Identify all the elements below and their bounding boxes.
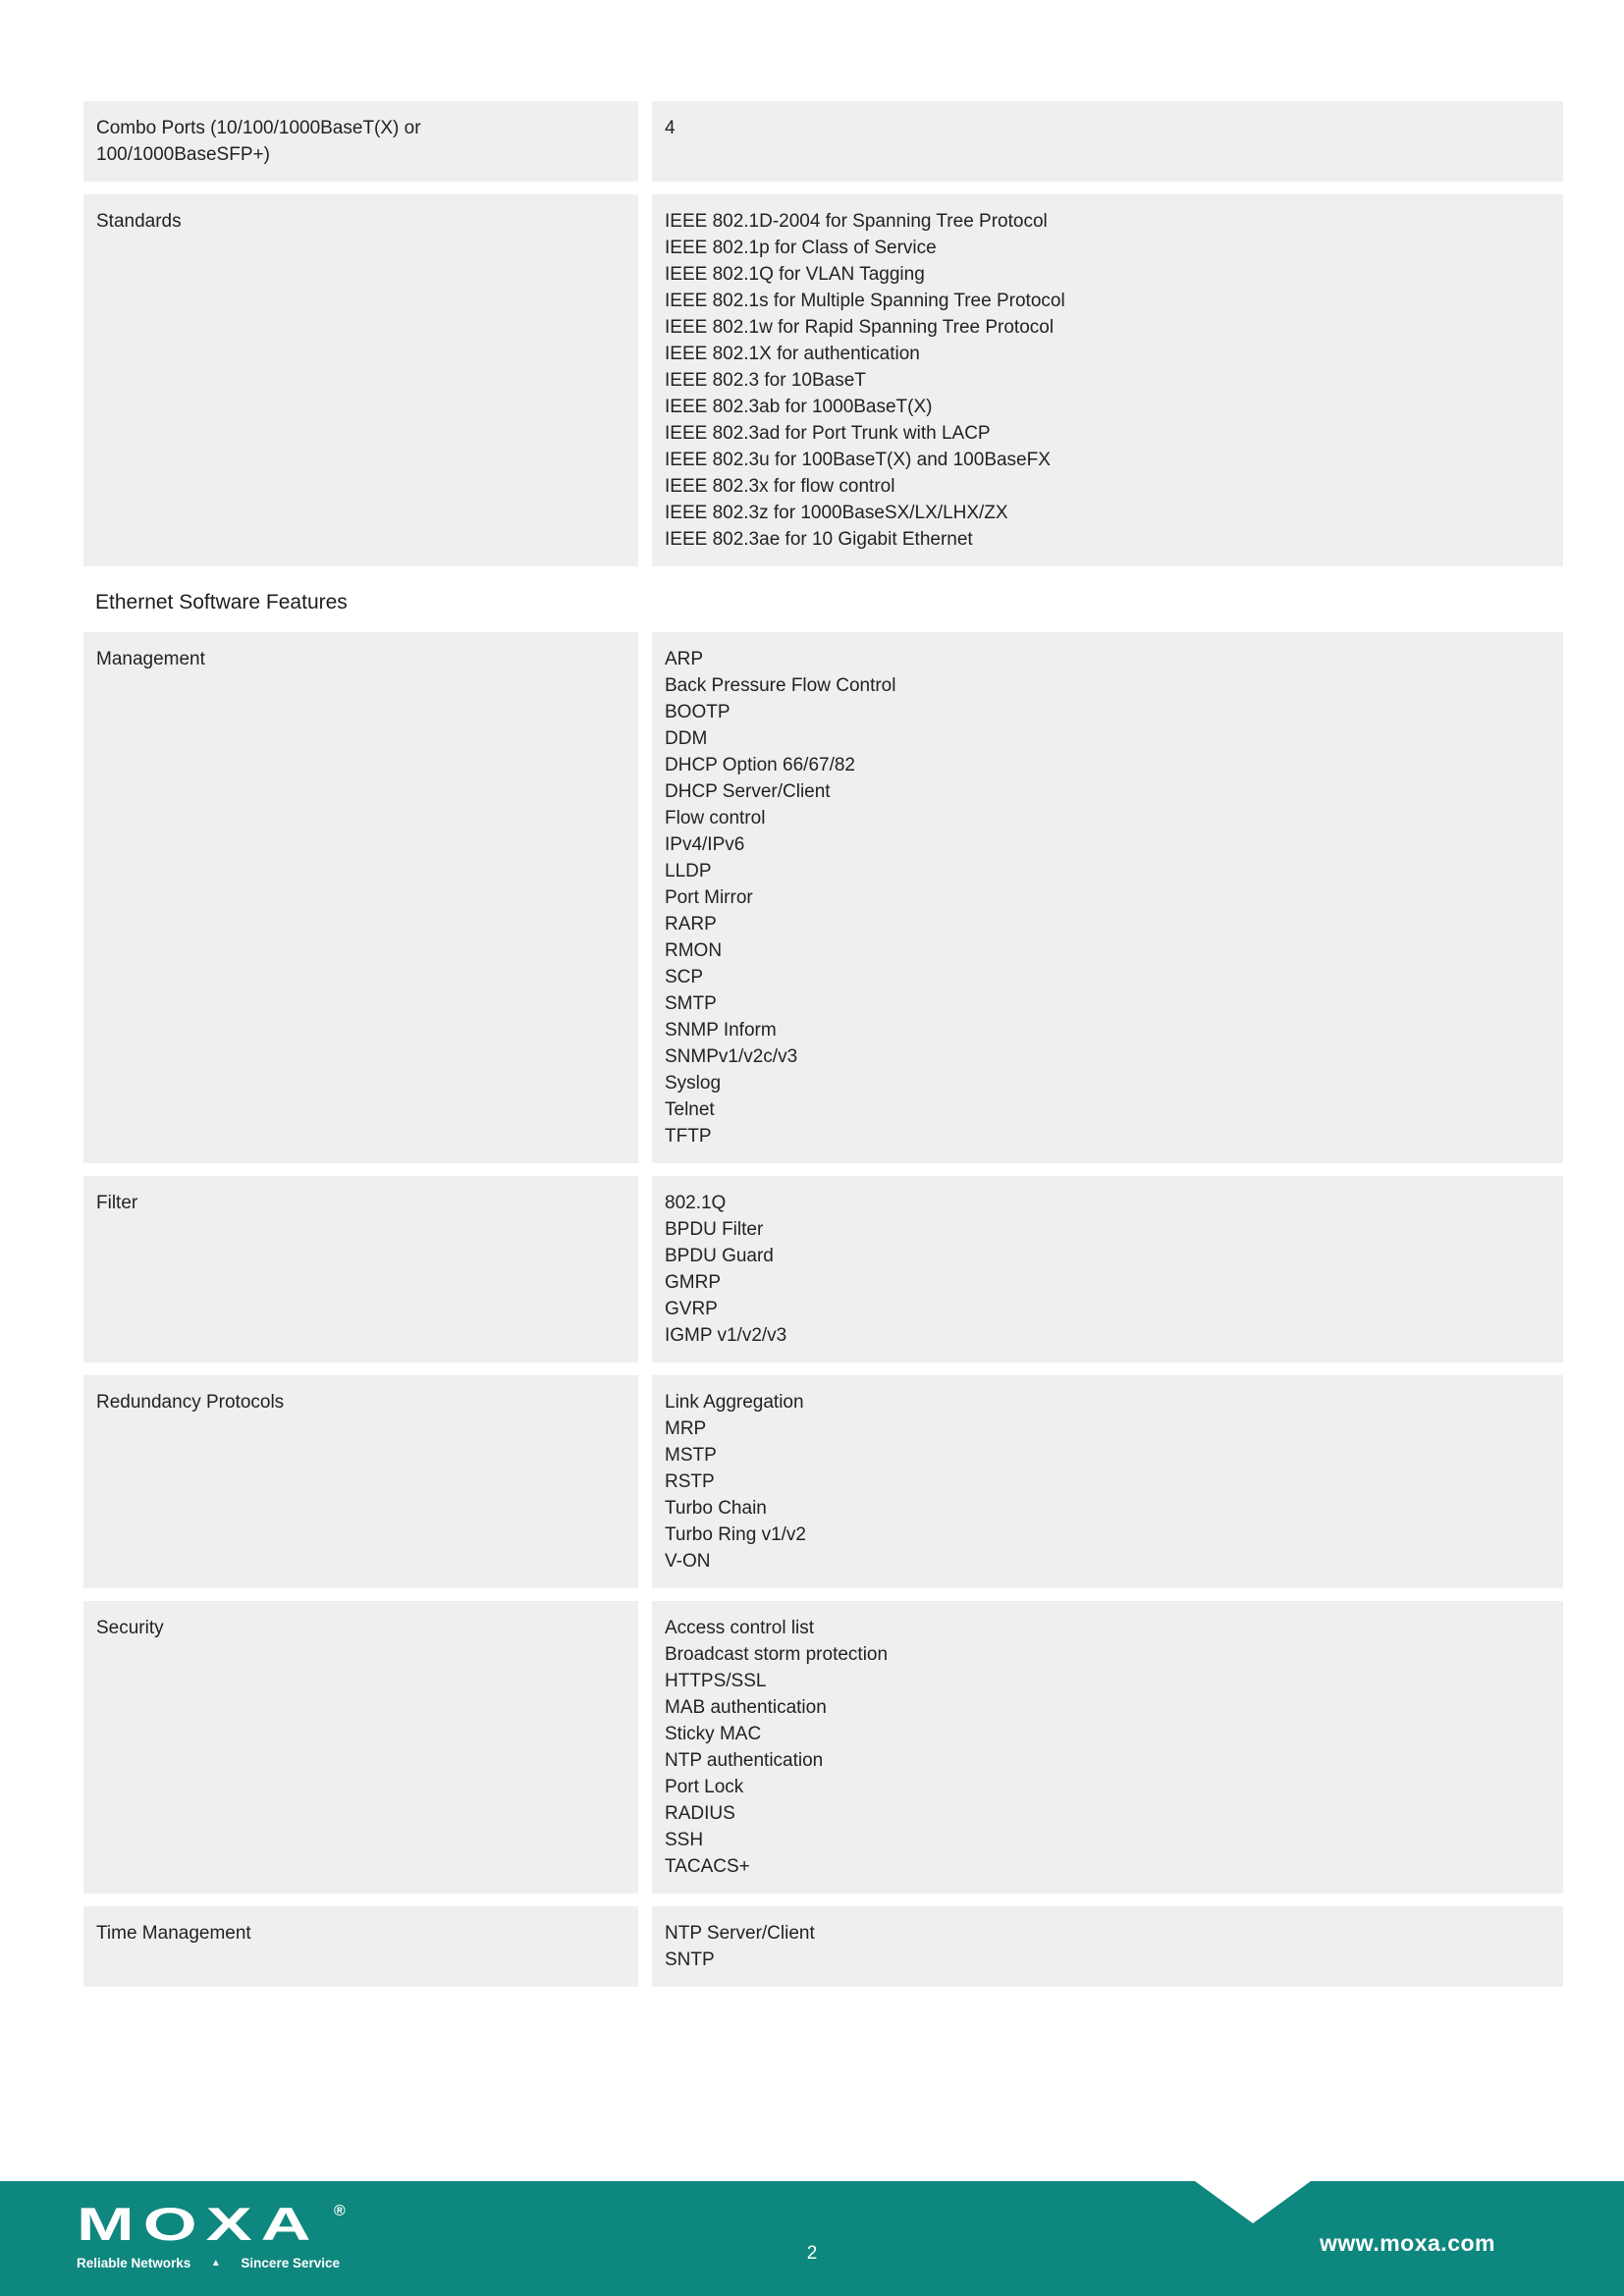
value-line: DHCP Server/Client bbox=[665, 781, 831, 802]
footer-bar bbox=[0, 2181, 1624, 2296]
spec-table-top bbox=[83, 101, 1563, 566]
value-line: Turbo Chain bbox=[665, 1498, 767, 1519]
value-line: LLDP bbox=[665, 861, 712, 881]
value-line: Back Pressure Flow Control bbox=[665, 675, 896, 696]
footer-notch-triangle bbox=[1195, 2181, 1311, 2223]
value-line: DHCP Option 66/67/82 bbox=[665, 755, 855, 775]
value-line: IEEE 802.1s for Multiple Spanning Tree Protocol bbox=[665, 291, 1065, 311]
section-title-ethernet-software-features: Ethernet Software Features bbox=[95, 591, 348, 614]
spec-content bbox=[83, 101, 1563, 1987]
value-line: NTP authentication bbox=[665, 1750, 824, 1771]
value-line: SMTP bbox=[665, 993, 717, 1014]
value-line: BPDU Guard bbox=[665, 1246, 774, 1266]
value-line: TFTP bbox=[665, 1126, 712, 1147]
value-line: IEEE 802.3x for flow control bbox=[665, 476, 895, 497]
value-line: IEEE 802.3ab for 1000BaseT(X) bbox=[665, 397, 933, 417]
value-line: DDM bbox=[665, 728, 708, 749]
spec-row-values-standards bbox=[652, 194, 1563, 566]
value-line: IEEE 802.1w for Rapid Spanning Tree Protocol bbox=[665, 317, 1055, 338]
spec-row-label-standards bbox=[83, 194, 638, 566]
value-line: Port Lock bbox=[665, 1777, 744, 1797]
value-line: V-ON bbox=[665, 1551, 711, 1572]
spec-row-values-security bbox=[652, 1601, 1563, 1894]
value-line: MAB authentication bbox=[665, 1697, 827, 1718]
spec-row-values-time-management bbox=[652, 1906, 1563, 1987]
value-line: Sticky MAC bbox=[665, 1724, 762, 1744]
tagline-right-text: Sincere Service bbox=[241, 2256, 340, 2270]
value-line: Port Mirror bbox=[665, 887, 753, 908]
value-line: RADIUS bbox=[665, 1803, 735, 1824]
value-line: 802.1Q bbox=[665, 1193, 727, 1213]
spec-label-text: Time Management bbox=[96, 1923, 251, 1944]
value-line: Syslog bbox=[665, 1073, 722, 1094]
tagline-left-text: Reliable Networks bbox=[77, 2256, 191, 2270]
value-line: IEEE 802.1p for Class of Service bbox=[665, 238, 937, 258]
value-line: IPv4/IPv6 bbox=[665, 834, 745, 855]
value-line: Access control list bbox=[665, 1618, 815, 1638]
value-line: 4 bbox=[665, 118, 676, 138]
spec-label-text: Management bbox=[96, 649, 205, 669]
value-line: IEEE 802.3ad for Port Trunk with LACP bbox=[665, 423, 991, 444]
value-line: Flow control bbox=[665, 808, 766, 828]
spec-row-label-redundancy-protocols bbox=[83, 1375, 638, 1588]
value-line: Broadcast storm protection bbox=[665, 1644, 889, 1665]
spec-row-label-filter bbox=[83, 1176, 638, 1362]
value-line: SNMP Inform bbox=[665, 1020, 777, 1041]
spec-label-text: Filter bbox=[96, 1193, 138, 1213]
spec-row-values-filter bbox=[652, 1176, 1563, 1362]
website-link[interactable]: www.moxa.com bbox=[1320, 2230, 1495, 2256]
value-line: RARP bbox=[665, 914, 717, 934]
value-line: IEEE 802.1Q for VLAN Tagging bbox=[665, 264, 925, 285]
spec-label-text: Standards bbox=[96, 211, 182, 232]
value-line: Telnet bbox=[665, 1099, 715, 1120]
value-line: IGMP v1/v2/v3 bbox=[665, 1325, 787, 1346]
value-line: SCP bbox=[665, 967, 704, 988]
value-line: BOOTP bbox=[665, 702, 731, 722]
value-line: IEEE 802.3ae for 10 Gigabit Ethernet bbox=[665, 529, 973, 550]
value-line: GVRP bbox=[665, 1299, 718, 1319]
spec-row-values-management bbox=[652, 632, 1563, 1163]
value-line: SNTP bbox=[665, 1949, 715, 1970]
value-line: TACACS+ bbox=[665, 1856, 750, 1877]
value-line: Link Aggregation bbox=[665, 1392, 804, 1413]
spec-row-label-combo-ports bbox=[83, 101, 638, 182]
tagline-mound-icon: ▲ bbox=[210, 2257, 221, 2269]
spec-row-label-security bbox=[83, 1601, 638, 1894]
spec-table-software-features bbox=[83, 632, 1563, 1987]
value-line: IEEE 802.3z for 1000BaseSX/LX/LHX/ZX bbox=[665, 503, 1008, 523]
moxa-logo-wordmark: MOXA bbox=[77, 2198, 320, 2250]
spec-label-text: Redundancy Protocols bbox=[96, 1392, 285, 1413]
value-line: RSTP bbox=[665, 1471, 715, 1492]
value-line: BPDU Filter bbox=[665, 1219, 764, 1240]
value-line: GMRP bbox=[665, 1272, 721, 1293]
value-line: NTP Server/Client bbox=[665, 1923, 815, 1944]
value-line: IEEE 802.1D-2004 for Spanning Tree Protocol bbox=[665, 211, 1048, 232]
spec-row-label-time-management bbox=[83, 1906, 638, 1987]
spec-row-values-redundancy-protocols bbox=[652, 1375, 1563, 1588]
spec-row-values-combo-ports bbox=[652, 101, 1563, 182]
spec-label-text: Security bbox=[96, 1618, 164, 1638]
value-line: MSTP bbox=[665, 1445, 717, 1466]
spec-label-text: Combo Ports (10/100/1000BaseT(X) or 100/1000BaseSFP+) bbox=[96, 118, 421, 165]
value-line: SSH bbox=[665, 1830, 704, 1850]
value-line: RMON bbox=[665, 940, 723, 961]
value-line: IEEE 802.3 for 10BaseT bbox=[665, 370, 866, 391]
value-line: IEEE 802.3u for 100BaseT(X) and 100BaseFX bbox=[665, 450, 1051, 470]
registered-trademark-icon: ® bbox=[334, 2203, 346, 2219]
spec-row-label-management bbox=[83, 632, 638, 1163]
value-line: MRP bbox=[665, 1418, 707, 1439]
page-number: 2 bbox=[806, 2243, 818, 2264]
value-line: SNMPv1/v2c/v3 bbox=[665, 1046, 798, 1067]
value-line: Turbo Ring v1/v2 bbox=[665, 1524, 806, 1545]
value-line: HTTPS/SSL bbox=[665, 1671, 767, 1691]
value-line: ARP bbox=[665, 649, 704, 669]
value-line: IEEE 802.1X for authentication bbox=[665, 344, 920, 364]
